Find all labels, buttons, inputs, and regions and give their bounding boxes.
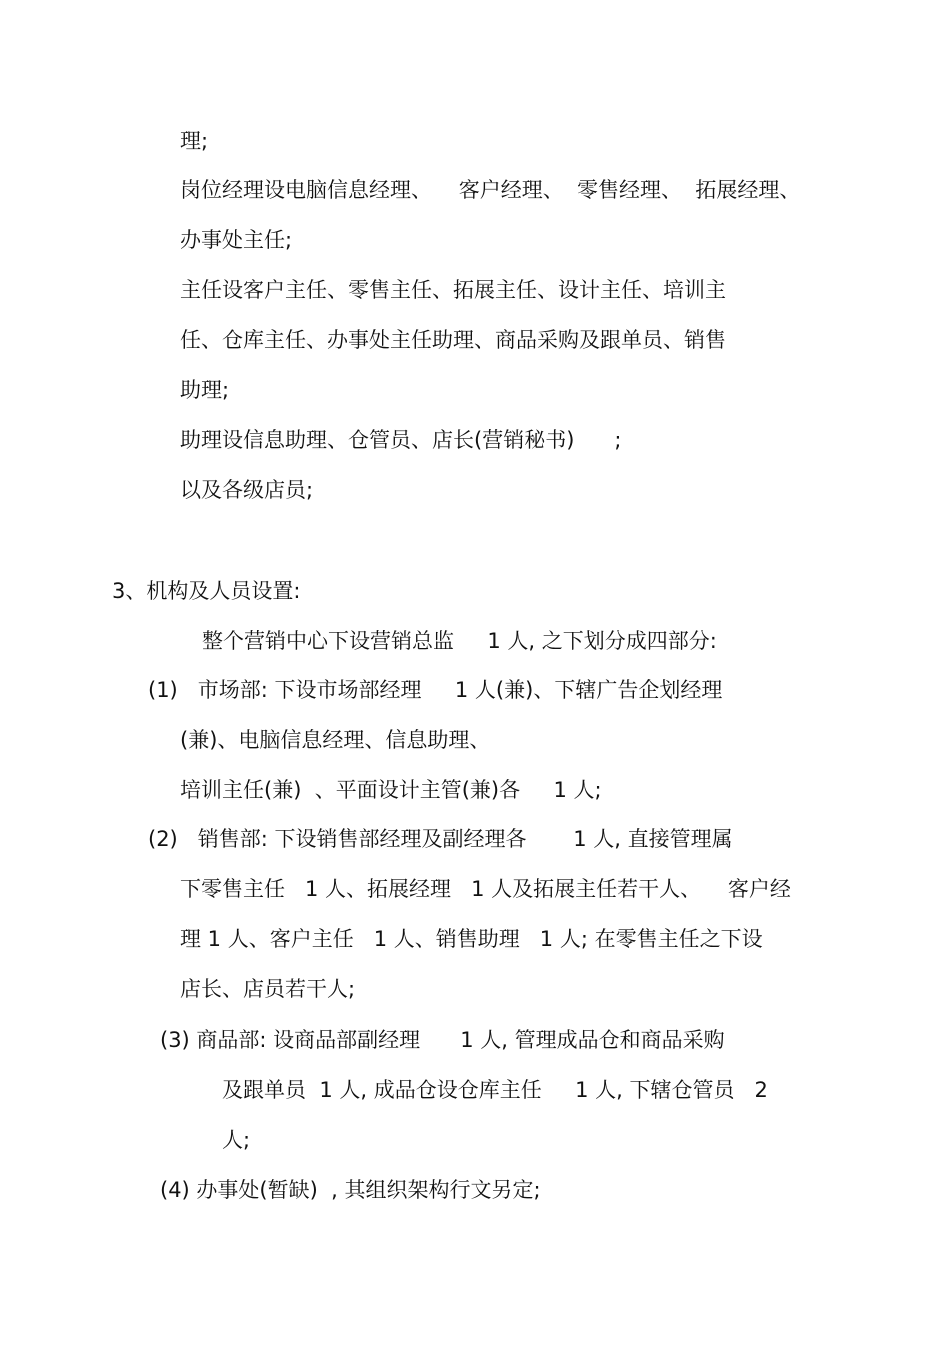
list-line: 岗位经理设电脑信息经理、 客户经理、 零售经理、 拓展经理、 [180,178,801,202]
list-line: 助理; [180,378,230,402]
item-line: (1) 市场部: 下设市场部经理 1 人(兼)、下辖广告企划经理 [148,678,723,702]
item-line: (2) 销售部: 下设销售部经理及副经理各 1 人, 直接管理属 [148,827,733,851]
item-line: 下零售主任 1 人、拓展经理 1 人及拓展主任若干人、 客户经 [180,877,791,901]
item-line: (3) 商品部: 设商品部副经理 1 人, 管理成品仓和商品采购 [160,1028,725,1052]
item-line: 培训主任(兼) 、平面设计主管(兼)各 1 人; [180,778,602,802]
item-line: 理 1 人、客户主任 1 人、销售助理 1 人; 在零售主任之下设 [180,927,763,951]
list-line: 主任设客户主任、零售主任、拓展主任、设计主任、培训主 [180,278,726,302]
item-line: 人; [222,1128,251,1152]
list-line: 理; [180,129,209,153]
list-line: 办事处主任; [180,228,293,252]
list-line: 以及各级店员; [180,478,314,502]
item-line: 及跟单员 1 人, 成品仓设仓库主任 1 人, 下辖仓管员 2 [222,1078,768,1102]
list-line: 任、仓库主任、办事处主任助理、商品采购及跟单员、销售 [180,328,726,352]
section-intro: 整个营销中心下设营销总监 1 人, 之下划分成四部分: [202,629,717,653]
section-heading: 3、机构及人员设置: [112,579,301,603]
item-line: 店长、店员若干人; [180,977,356,1001]
item-line: (兼)、电脑信息经理、信息助理、 [180,728,491,752]
item-line: (4) 办事处(暂缺) , 其组织架构行文另定; [160,1178,541,1202]
list-line: 助理设信息助理、仓管员、店长(营销秘书) ; [180,428,622,452]
